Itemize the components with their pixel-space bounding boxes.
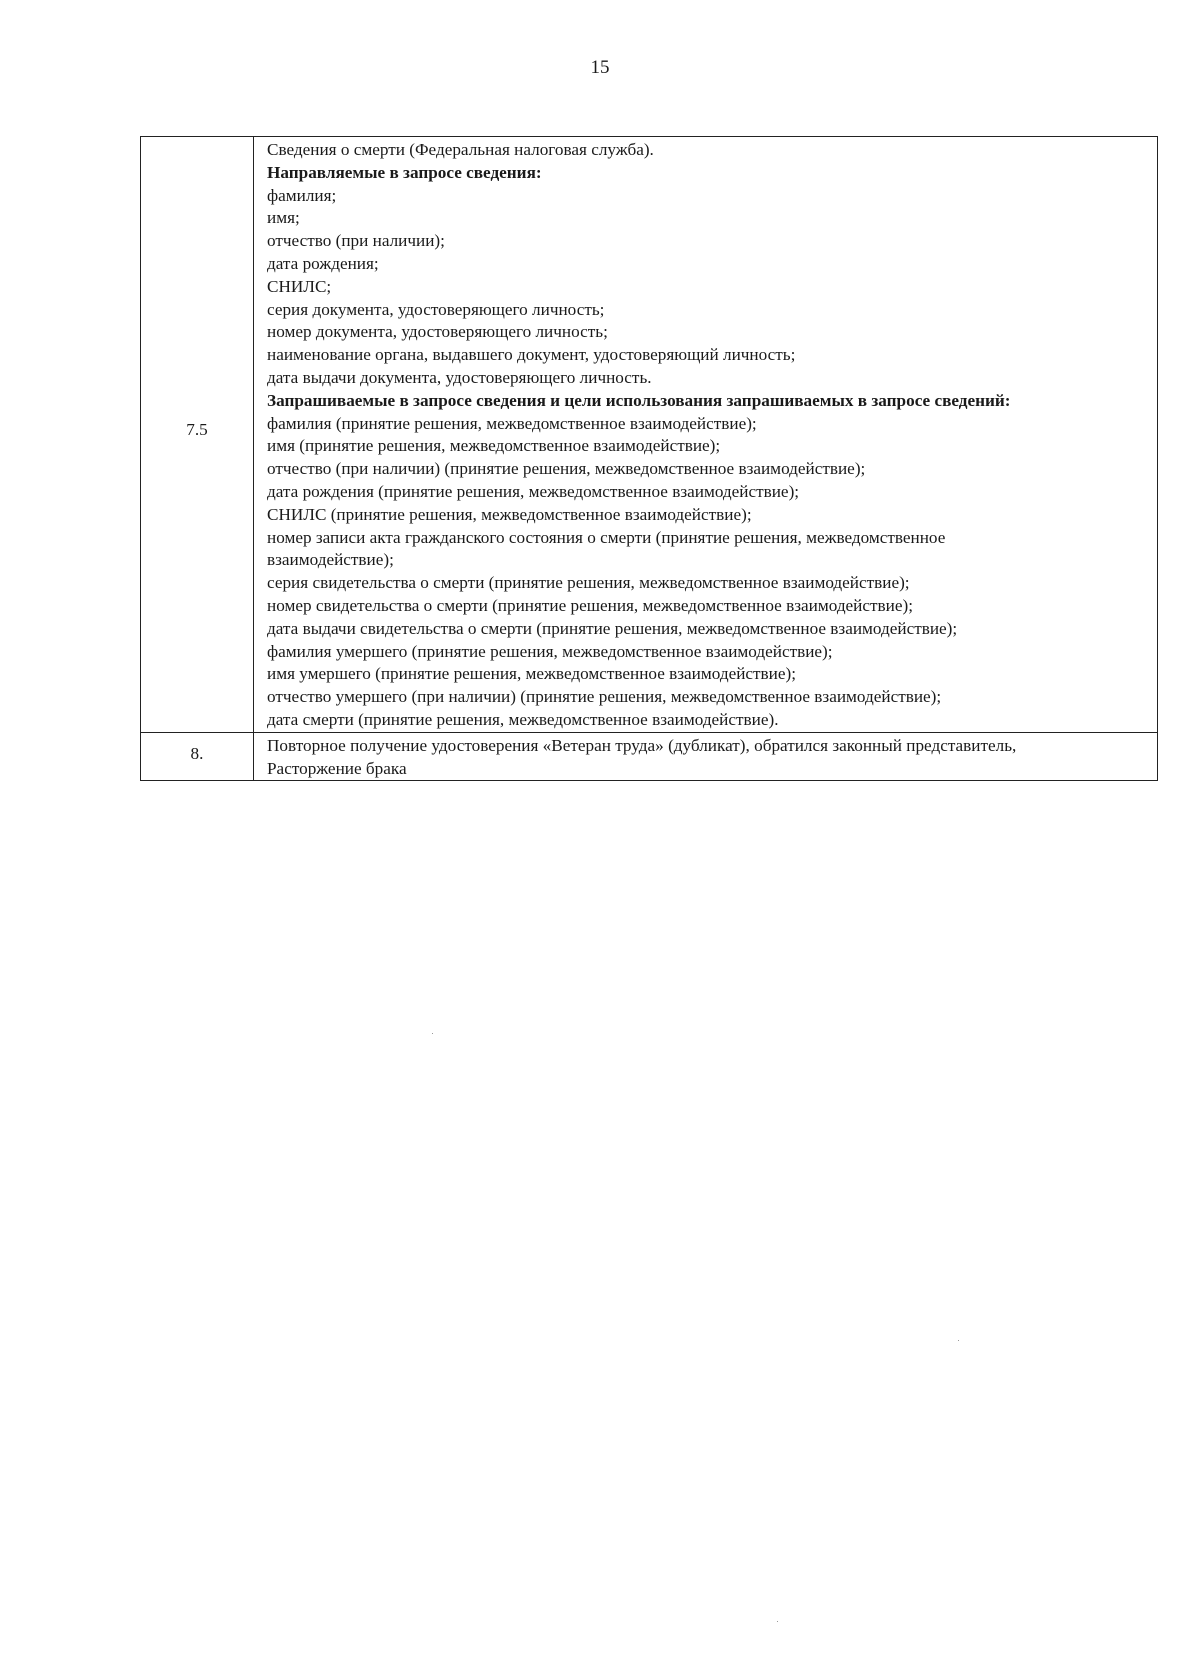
- scan-speck: [777, 1621, 778, 1622]
- content-line: имя умершего (принятие решения, межведомственное взаимодействие);: [267, 664, 797, 684]
- content-line: дата выдачи свидетельства о смерти (принятие решения, межведомственное взаимодействие);: [267, 618, 958, 638]
- content-line: имя;: [267, 208, 300, 228]
- content-line: номер документа, удостоверяющего личность;: [267, 322, 608, 342]
- scan-speck: [958, 1340, 959, 1341]
- page-number: 15: [590, 57, 610, 78]
- content-line: Расторжение брака: [267, 758, 407, 778]
- row-content-cell: [254, 137, 1158, 733]
- row-number-cell: [141, 732, 254, 781]
- content-line: имя (принятие решения, межведомственное взаимодействие);: [267, 436, 721, 456]
- row-content-cell: [254, 732, 1158, 781]
- table-row-8: [141, 732, 1158, 781]
- content-line: дата рождения (принятие решения, межведомственное взаимодействие);: [267, 481, 800, 501]
- content-line: Сведения о смерти (Федеральная налоговая служба).: [267, 140, 654, 159]
- content-line: серия документа, удостоверяющего личность;: [267, 299, 605, 319]
- content-line: фамилия (принятие решения, межведомственное взаимодействие);: [267, 413, 757, 433]
- content-line: серия свидетельства о смерти (принятие решения, межведомственное взаимодействие);: [267, 573, 910, 593]
- section-heading: Запрашиваемые в запросе сведения и цели использования запрашиваемых в запросе сведений:: [267, 390, 1011, 410]
- row-number: 8.: [190, 744, 204, 764]
- section-heading: Направляемые в запросе сведения:: [267, 162, 542, 182]
- content-line: СНИЛС;: [267, 276, 332, 296]
- document-table: [140, 136, 1158, 781]
- content-line: отчество умершего (при наличии) (принятие решения, межведомственное взаимодействие);: [267, 687, 942, 707]
- row-number: 7.5: [186, 419, 208, 439]
- content-line: взаимодействие);: [267, 550, 394, 570]
- scan-speck: [432, 1033, 433, 1034]
- content-line: номер свидетельства о смерти (принятие решения, межведомственное взаимодействие);: [267, 595, 913, 615]
- content-line: наименование органа, выдавшего документ, удостоверяющий личность;: [267, 345, 796, 365]
- content-line: дата смерти (принятие решения, межведомственное взаимодействие).: [267, 709, 779, 729]
- table-row-7-5: [141, 137, 1158, 733]
- content-line: номер записи акта гражданского состояния о смерти (принятие решения, межведомственное: [267, 527, 946, 547]
- content-line: отчество (при наличии);: [267, 231, 445, 251]
- content-line: фамилия;: [267, 185, 337, 205]
- content-line: дата выдачи документа, удостоверяющего личность.: [267, 367, 652, 387]
- row-number-cell: [141, 137, 254, 733]
- content-line: СНИЛС (принятие решения, межведомственное взаимодействие);: [267, 504, 752, 524]
- content-line: дата рождения;: [267, 253, 379, 273]
- content-line: Повторное получение удостоверения «Ветеран труда» (дубликат), обратился законный представитель,: [267, 735, 1017, 755]
- content-line: фамилия умершего (принятие решения, межведомственное взаимодействие);: [267, 641, 833, 661]
- content-line: отчество (при наличии) (принятие решения, межведомственное взаимодействие);: [267, 459, 866, 479]
